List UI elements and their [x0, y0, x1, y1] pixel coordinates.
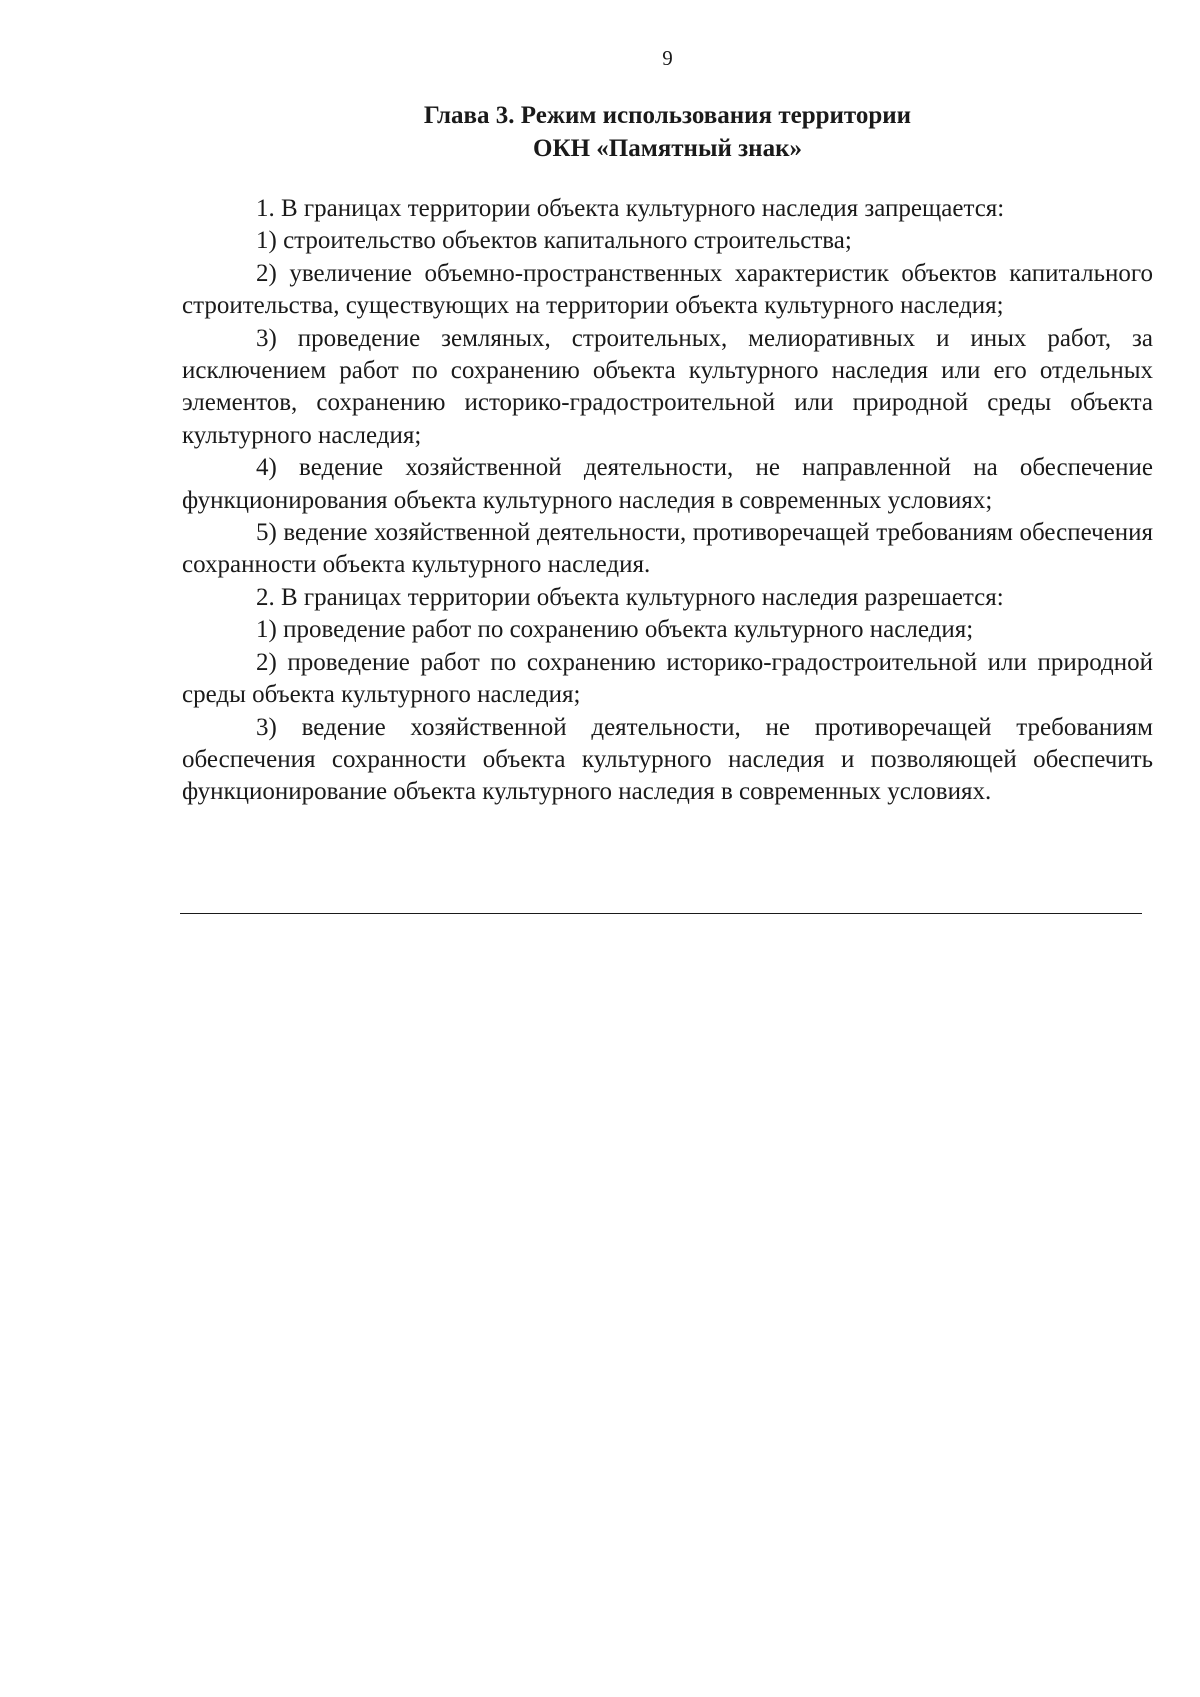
paragraph-prohibited-item-1: 1) строительство объектов капитального строительства; — [256, 227, 852, 255]
paragraph-prohibited-item-4: 4) ведение хозяйственной деятельности, не направленной на обеспечение функционирования объекта культурного наследия в современных условиях; — [182, 454, 1153, 514]
paragraph-1-prohibited-intro: 1. В границах территории объекта культурного наследия запрещается: — [256, 195, 1005, 222]
chapter-heading — [0, 99, 1200, 165]
paragraph-prohibited-item-2: 2) увеличение объемно-пространственных характеристик объектов капитального строительства, существующих на территории объекта культурного наследия; — [182, 259, 1153, 320]
paragraph-prohibited-item-3: 3) проведение земляных, строительных, мелиоративных и иных работ, за исключением работ по сохранению объекта культурного наследия или его отдельных элементов, сохранению историко-градостроительной или природной среды объекта культурного наследия; — [182, 324, 1153, 449]
paragraph-permitted-item-2: 2) проведение работ по сохранению историко-градостроительной или природной среды объекта культурного наследия; — [182, 648, 1153, 709]
chapter-heading-line-2: ОКН «Памятный знак» — [533, 135, 802, 162]
end-divider-line — [180, 913, 1142, 914]
chapter-heading-line-1: Глава 3. Режим использования территории — [423, 102, 912, 129]
paragraph-prohibited-item-5: 5) ведение хозяйственной деятельности, противоречащей требованиям обеспечения сохранности объекта культурного наследия. — [182, 519, 1153, 579]
body-text — [182, 193, 1153, 809]
paragraph-2-permitted-intro: 2. В границах территории объекта культурного наследия разрешается: — [256, 583, 1004, 611]
paragraph-permitted-item-1: 1) проведение работ по сохранению объекта культурного наследия; — [256, 616, 974, 644]
paragraph-permitted-item-3: 3) ведение хозяйственной деятельности, не противоречащей требованиям обеспечения сохранности объекта культурного наследия и позволяющей обеспечить функционирование объекта культурного наследия в современных условиях. — [182, 713, 1153, 806]
page-number: 9 — [662, 46, 673, 70]
